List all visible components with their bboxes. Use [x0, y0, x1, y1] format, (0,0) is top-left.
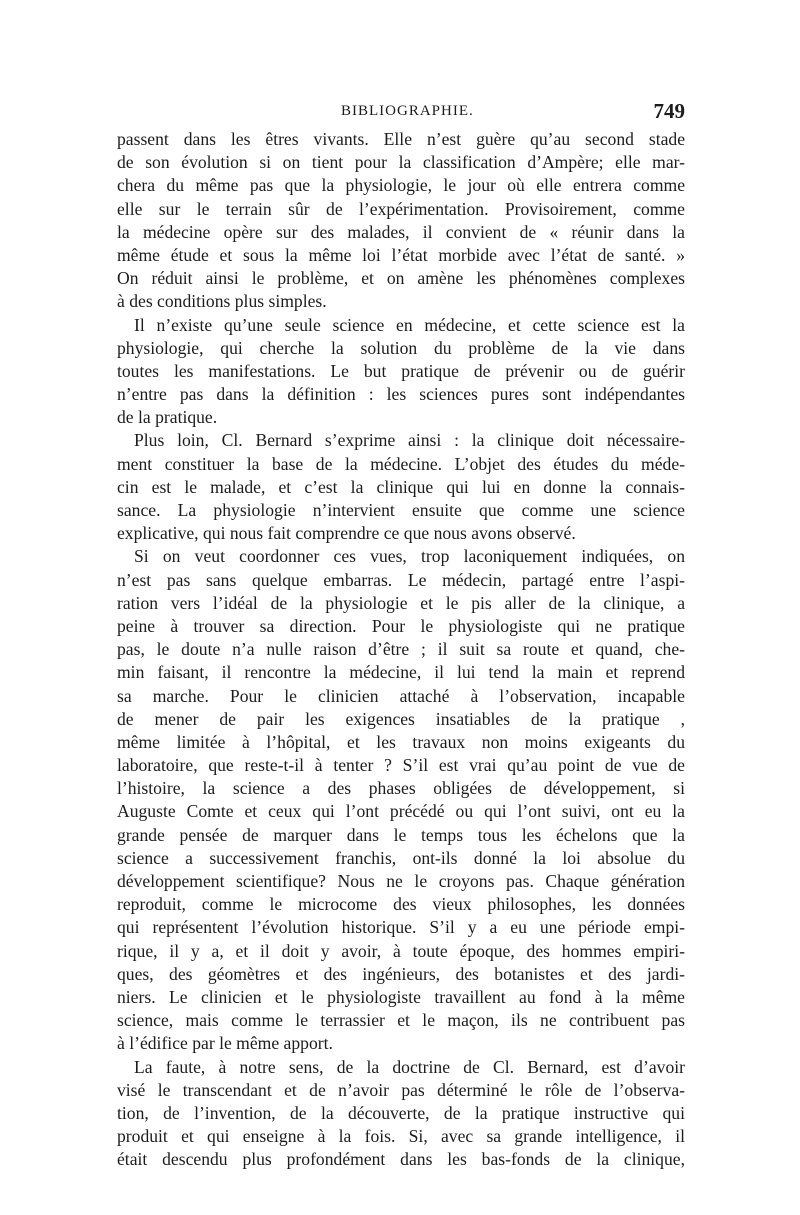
text-line: ment constituer la base de la médecine. L’objet des études du méde-: [117, 453, 685, 474]
text-line: la médecine opère sur des malades, il convient de « réunir dans la: [117, 221, 685, 242]
text-line: passent dans les êtres vivants. Elle n’est guère qu’au second stade: [117, 129, 685, 149]
text-line: de la pratique.: [117, 407, 218, 428]
running-title: BIBLIOGRAPHIE.: [341, 103, 474, 119]
text-line: chera du même pas que la physiologie, le jour où elle entrera comme: [117, 175, 685, 196]
text-line: Si on veut coordonner ces vues, trop laconiquement indiquées, on: [134, 546, 685, 567]
text-line: peine à trouver sa direction. Pour le physiologiste qui ne pratique: [117, 615, 685, 636]
text-line: n’est pas sans quelque embarras. Le médecin, partagé entre l’aspi-: [117, 569, 685, 590]
text-line: à des conditions plus simples.: [117, 291, 327, 312]
text-line: niers. Le clinicien et le physiologiste travaillent au fond à la même: [117, 986, 685, 1007]
text-line: Il n’existe qu’une seule science en médecine, et cette science est la: [134, 314, 685, 335]
text-line: pas, le doute n’a nulle raison d’être ; il suit sa route et quand, che-: [117, 639, 685, 660]
text-line: La faute, à notre sens, de la doctrine de Cl. Bernard, est d’avoir: [134, 1056, 685, 1077]
text-line: à l’édifice par le même apport.: [117, 1033, 333, 1054]
text-line: rique, il y a, et il doit y avoir, à toute époque, des hommes empiri-: [117, 940, 685, 961]
text-line: produit et qui enseigne à la fois. Si, avec sa grande intelligence, il: [117, 1126, 685, 1147]
text-line: l’histoire, la science a des phases obligées de développement, si: [117, 778, 685, 799]
text-line: même limitée à l’hôpital, et les travaux non moins exigeants du: [117, 731, 685, 752]
text-line: même étude et sous la même loi l’état morbide avec l’état de santé. »: [117, 244, 685, 265]
text-line: grande pensée de marquer dans le temps tous les échelons que la: [117, 824, 685, 845]
page-number: 749: [653, 99, 685, 123]
text-line: de son évolution si on tient pour la classification d’Ampère; elle mar-: [117, 152, 685, 173]
text-line: On réduit ainsi le problème, et on amène les phénomènes complexes: [117, 268, 685, 289]
text-line: toutes les manifestations. Le but pratique de prévenir ou de guérir: [117, 360, 685, 381]
text-line: développement scientifique? Nous ne le croyons pas. Chaque génération: [117, 871, 685, 891]
text-line: elle sur le terrain sûr de l’expérimentation. Provisoirement, comme: [117, 198, 685, 219]
text-line: de mener de pair les exigences insatiables de la pratique ,: [117, 708, 685, 729]
text-line: science a successivement franchis, ont-ils donné la loi absolue du: [117, 847, 685, 868]
text-line: sa marche. Pour le clinicien attaché à l’observation, incapable: [117, 685, 685, 706]
text-line: physiologie, qui cherche la solution du problème de la vie dans: [117, 337, 685, 358]
text-line: n’entre pas dans la définition : les sciences pures sont indépendantes: [117, 384, 685, 405]
text-line: science, mais comme le terrassier et le maçon, ils ne contribuent pas: [117, 1010, 685, 1031]
text-line: Auguste Comte et ceux qui l’ont précédé ou qui l’ont suivi, ont eu la: [117, 801, 685, 822]
text-line: cin est le malade, et c’est la clinique qui lui en donne la connais-: [117, 476, 685, 497]
text-line: qui représentent l’évolution historique. S’il y a eu une période empi-: [117, 917, 685, 938]
page-header: [117, 98, 685, 124]
text-line: ques, des géomètres et des ingénieurs, des botanistes et des jardi-: [117, 963, 685, 984]
text-line: visé le transcendant et de n’avoir pas déterminé le rôle de l’observa-: [117, 1079, 685, 1100]
text-line: tion, de l’invention, de la découverte, de la pratique instructive qui: [117, 1102, 685, 1123]
text-line: sance. La physiologie n’intervient ensuite que comme une science: [117, 500, 685, 520]
text-line: ration vers l’idéal de la physiologie et le pis aller de la clinique, a: [117, 592, 685, 613]
text-line: Plus loin, Cl. Bernard s’exprime ainsi : la clinique doit nécessaire-: [134, 430, 685, 451]
body-text: [117, 128, 685, 1171]
text-line: reproduit, comme le microcome des vieux philosophes, les données: [117, 894, 685, 915]
text-line: min faisant, il rencontre la médecine, il lui tend la main et reprend: [117, 662, 685, 683]
text-line: explicative, qui nous fait comprendre ce que nous avons observé.: [117, 523, 576, 544]
text-line: laboratoire, que reste-t-il à tenter ? S’il est vrai qu’au point de vue de: [117, 755, 685, 776]
text-line: était descendu plus profondément dans les bas-fonds de la clinique,: [117, 1149, 685, 1170]
